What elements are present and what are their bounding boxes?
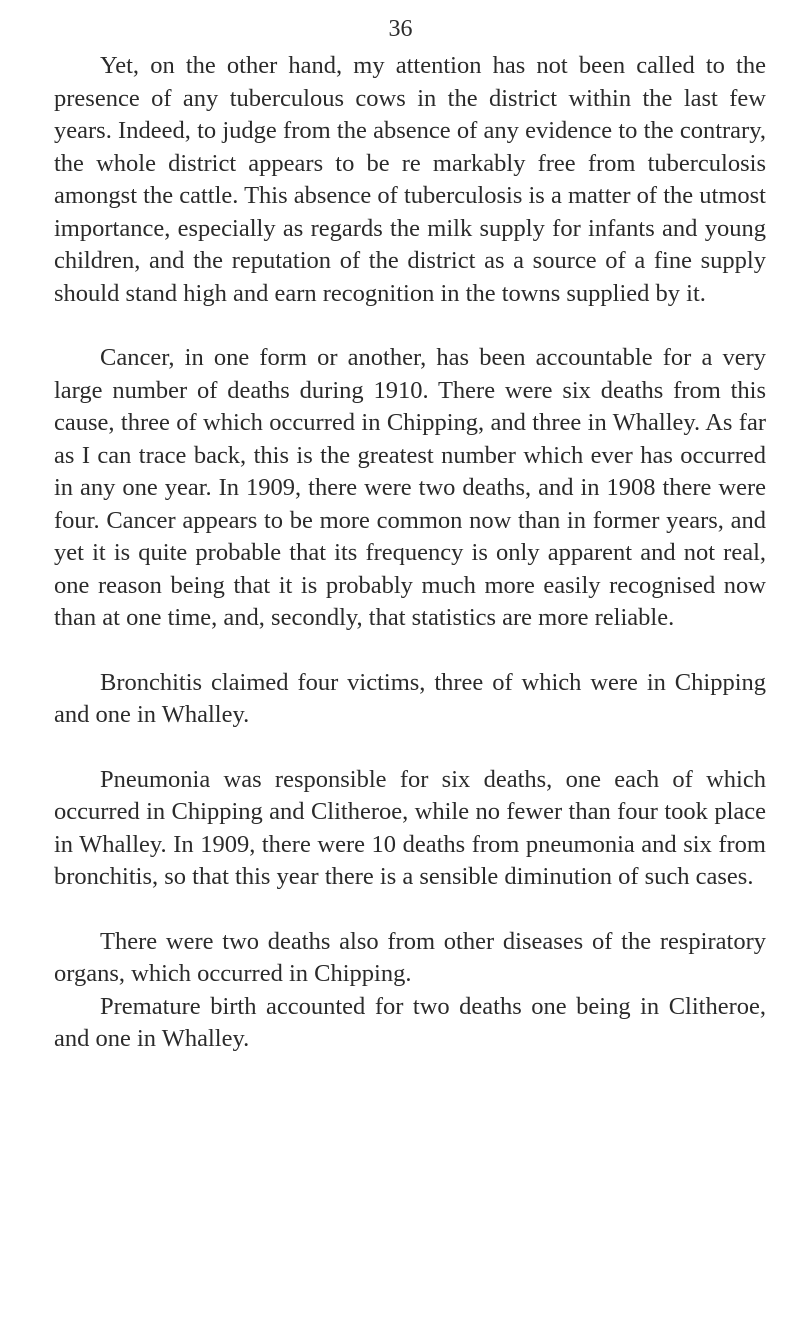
page-number: 36 bbox=[388, 16, 413, 42]
body-text bbox=[54, 50, 766, 1056]
paragraph-cancer: Cancer, in one form or another, has been accountable for a very large number of deaths during 1910. There were six deaths from this cause, three of which occurred in Chipping, and three in Whalley. As far as I can trace back, this is the greatest number which ever has occurred in any one year. In 1909, there were two deaths, and in 1908 there were four. Cancer appears to be more common now than in former years, and yet it is quite probable that its frequency is only apparent and not real, one reason being that it is probably much more easily recognised now than at one time, and, secondly, that statistics are more reliable. bbox=[54, 344, 766, 631]
paragraph-premature-birth: Premature birth accounted for two deaths one being in Clitheroe, and one in Whalley. bbox=[54, 992, 766, 1052]
paragraph-respiratory: There were two deaths also from other diseases of the respiratory organs, which occurred in Chipping. bbox=[54, 927, 766, 987]
paragraph-bronchitis: Bronchitis claimed four victims, three of which were in Chipping and one in Whalley. bbox=[54, 668, 766, 728]
paragraph-pneumonia: Pneumonia was responsible for six deaths, one each of which occurred in Chipping and Clitheroe, while no fewer than four took place in Whalley. In 1909, there were 10 deaths from pneumonia and six from bronchitis, so that this year there is a sensible diminution of such cases. bbox=[54, 765, 766, 890]
paragraph-tuberculosis: Yet, on the other hand, my attention has not been called to the presence of any tuberculous cows in the district within the last few years. Indeed, to judge from the absence of any evidence to the contrary, the whole district appears to be re markably free from tuberculosis amongst the cattle. This absence of tuberculosis is a matter of the utmost importance, especially as regards the milk supply for infants and young children, and the reputation of the district as a source of a fine supply should stand high and earn recognition in the towns supplied by it. bbox=[54, 52, 766, 307]
